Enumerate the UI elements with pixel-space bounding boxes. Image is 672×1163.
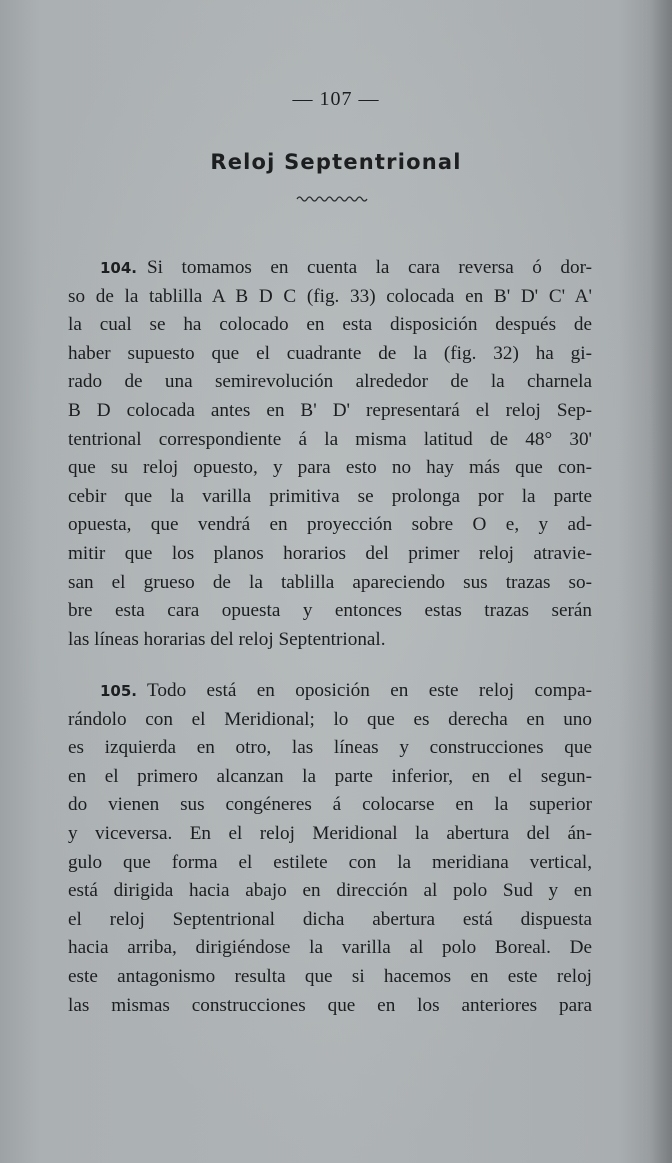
paragraph-line: gulo que forma el estilete con la meridiana vertical,: [68, 851, 592, 873]
paragraph-line: el reloj Septentrional dicha abertura está dispuesta: [68, 908, 592, 930]
paragraph-line: las líneas horarias del reloj Septentrional.: [68, 628, 386, 650]
paragraph-number: 105.: [100, 682, 138, 700]
paragraph-104: [68, 254, 592, 654]
paragraph-line: B D colocada antes en B' D' representará el reloj Sep-: [68, 399, 592, 421]
paragraph-line: san el grueso de la tablilla apareciendo sus trazas so-: [68, 571, 592, 593]
paragraph-line: las mismas construcciones que en los anteriores para: [68, 994, 592, 1016]
paragraph-line: en el primero alcanzan la parte inferior, en el segun-: [68, 765, 592, 787]
paragraph-line: haber supuesto que el cuadrante de la (fig. 32) ha gi-: [68, 342, 592, 364]
paragraph-line: mitir que los planos horarios del primer reloj atravie-: [68, 542, 592, 564]
paragraph-line: cebir que la varilla primitiva se prolonga por la parte: [68, 485, 592, 507]
paragraph-line: rado de una semirevolución alrededor de la charnela: [68, 371, 592, 393]
paragraph-line: tentrional correspondiente á la misma latitud de 48° 30': [68, 428, 592, 450]
section-title: Reloj Septentrional: [210, 150, 462, 174]
paragraph-line: rándolo con el Meridional; lo que es derecha en uno: [68, 708, 592, 730]
paragraph-105: [68, 677, 592, 1020]
page-edge-shadow: [650, 0, 672, 1163]
paragraph-number: 104.: [100, 259, 138, 277]
paragraph-line: 104. Si tomamos en cuenta la cara reversa ó dor-: [100, 257, 592, 278]
paragraph-line: so de la tablilla A B D C (fig. 33) colocada en B' D' C' A': [68, 285, 592, 307]
paragraph-line: la cual se ha colocado en esta disposición después de: [68, 314, 592, 336]
paragraph-line: y viceversa. En el reloj Meridional la abertura del án-: [68, 822, 592, 844]
page-number: — 107 —: [292, 88, 380, 110]
paragraph-line: este antagonismo resulta que si hacemos en este reloj: [68, 965, 592, 987]
paragraph-line: bre esta cara opuesta y entonces estas trazas serán: [68, 600, 592, 622]
paragraph-line: do vienen sus congéneres á colocarse en la superior: [68, 794, 592, 816]
paragraph-line: está dirigida hacia abajo en dirección al polo Sud y en: [68, 880, 592, 902]
paragraph-line: es izquierda en otro, las líneas y construcciones que: [68, 737, 592, 759]
paragraph-line: que su reloj opuesto, y para esto no hay más que con-: [68, 457, 592, 479]
paragraph-line: hacia arriba, dirigiéndose la varilla al polo Boreal. De: [68, 937, 592, 959]
paragraph-line: opuesta, que vendrá en proyección sobre O e, y ad-: [68, 514, 592, 536]
wavy-divider-icon: [296, 194, 370, 204]
paragraph-line: 105. Todo está en oposición en este reloj compa-: [100, 680, 592, 701]
